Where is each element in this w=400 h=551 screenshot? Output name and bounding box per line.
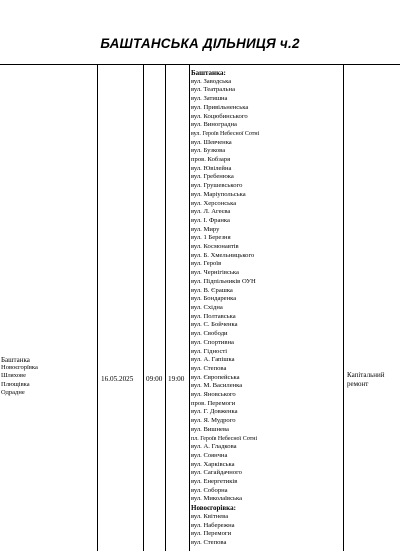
street-item: вул. Полтавська — [191, 312, 236, 320]
street-item: вул. Європейська — [191, 373, 240, 381]
street-item: вул. Героїв — [191, 260, 222, 268]
street-item: вул. Миру — [191, 225, 220, 233]
street-item: вул. Свободи — [191, 330, 228, 338]
outage-reason: Капітальний ремонт — [347, 371, 385, 388]
reason-cell — [344, 65, 400, 551]
street-item: вул. Підпільників ОУН — [191, 277, 256, 285]
date-cell — [98, 65, 144, 551]
street-group-heading: Баштанка: — [191, 69, 226, 77]
street-item: вул. 1 Березня — [191, 234, 231, 242]
street-item: пров. Перемоги — [191, 399, 236, 407]
street-item: вул. Степова — [191, 364, 227, 372]
street-item: вул. Виноградна — [191, 121, 237, 129]
street-item: вул. М. Василенка — [191, 382, 243, 390]
street-item: вул. В. Єрашка — [191, 286, 233, 294]
street-item: вул. Маріупольська — [191, 190, 246, 198]
street-item: вул. Набережна — [191, 521, 235, 529]
settlement-item: Шляхове — [1, 372, 26, 380]
street-item: вул. Степова — [191, 538, 227, 546]
street-item: вул. Привільненська — [191, 103, 249, 111]
street-item: вул. С. Бойченка — [191, 321, 238, 329]
street-item: пров. Кобзаря — [191, 156, 231, 164]
street-item: вул. Бондаренка — [191, 295, 237, 303]
street-item: вул. Космонавтів — [191, 243, 239, 251]
street-item: вул. Коцюбинського — [191, 112, 248, 120]
start-time-cell — [144, 65, 166, 551]
street-item: вул. Я. Мудрого — [191, 417, 236, 425]
settlements-list — [1, 356, 38, 397]
street-item: вул. Грушевського — [191, 182, 243, 190]
street-item: вул. Героїв Небесної Сотні — [191, 130, 260, 137]
street-item: вул. Чернігівська — [191, 269, 239, 277]
street-item: вул. І. Франка — [191, 216, 230, 224]
street-item: вул. Яновського — [191, 391, 236, 399]
street-item: вул. Спортивна — [191, 338, 234, 346]
outage-table — [0, 64, 400, 551]
street-item: вул. Сагайдачного — [191, 469, 242, 477]
street-item: вул. Перемоги — [191, 530, 232, 538]
street-item: вул. Л. Агеєва — [191, 208, 231, 216]
street-item: вул. А. Гладкова — [191, 443, 237, 451]
settlement-item: Баштанка — [1, 356, 30, 364]
streets-cell — [190, 65, 344, 551]
street-item: пл. Героїв Небесної Сотні — [191, 435, 258, 442]
settlement-item: Плющівка — [1, 380, 30, 388]
street-item: вул. Соборна — [191, 486, 228, 494]
street-item: вул. Затишна — [191, 95, 228, 103]
end-time-cell — [166, 65, 190, 551]
street-item: вул. Г. Довженка — [191, 408, 238, 416]
street-item: вул. Шевченка — [191, 138, 232, 146]
street-item: вул. Енергетиків — [191, 478, 238, 486]
page-title: БАШТАНСЬКА ДІЛЬНИЦЯ ч.2 — [100, 36, 300, 51]
outage-date: 16.05.2025 — [101, 375, 134, 383]
street-item: вул. Східна — [191, 303, 223, 311]
street-item: вул. Вишнева — [191, 425, 229, 433]
streets-list — [191, 69, 341, 548]
street-item: вул. Гідності — [191, 347, 228, 355]
end-time: 19:00 — [168, 375, 185, 383]
settlement-item: Одрадне — [1, 388, 25, 396]
street-item: вул. Квітнева — [191, 512, 229, 520]
street-item: вул. Театральна — [191, 86, 236, 94]
street-item: вул. Гребенюка — [191, 173, 234, 181]
street-item: вул. Заводська — [191, 77, 232, 85]
street-item: вул. Соянчна — [191, 451, 228, 459]
start-time: 09:00 — [146, 375, 163, 383]
settlements-cell — [0, 65, 98, 551]
street-item: вул. Б. Хмельницького — [191, 251, 255, 259]
settlement-item: Новоєгорївка — [1, 364, 38, 372]
street-item: вул. А. Гапішка — [191, 356, 235, 364]
street-item: вул. Харківська — [191, 460, 235, 468]
street-item: вул. Ювілейна — [191, 164, 232, 172]
street-item: вул. Херсонська — [191, 199, 237, 207]
street-group-heading: Новоєгорівка: — [191, 504, 236, 513]
street-item: вул. Миколаївська — [191, 495, 243, 503]
street-item: вул. Бузкова — [191, 147, 226, 155]
